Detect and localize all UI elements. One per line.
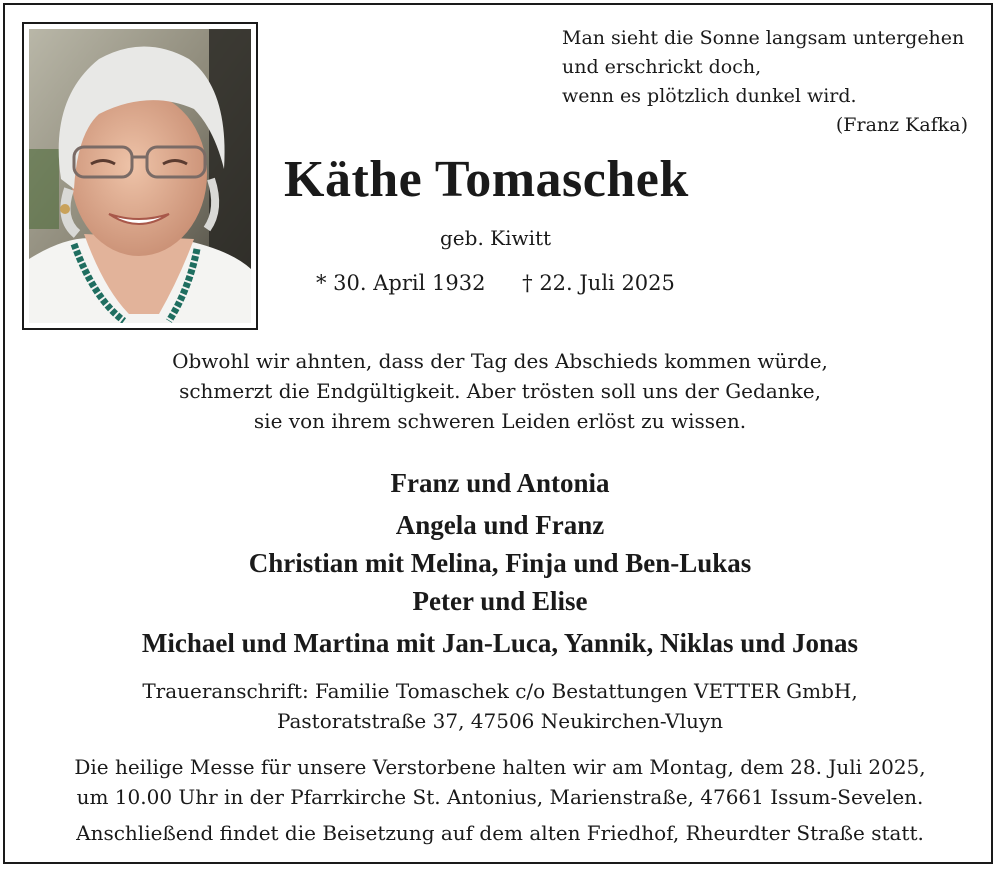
life-dates (316, 269, 675, 297)
family-line: Peter und Elise (412, 586, 588, 616)
address-line: Traueranschrift: Familie Tomaschek c/o Bestattungen VETTER GmbH, (142, 679, 858, 703)
mourning-address (0, 676, 1000, 736)
quote-line: wenn es plötzlich dunkel wird. (562, 85, 857, 107)
maiden-name: geb. Kiwitt (440, 226, 552, 250)
family-line: Franz und Antonia (390, 468, 610, 498)
mass-line: Die heilige Messe für unsere Verstorbene halten wir am Montag, dem 28. Juli 2025, (74, 755, 926, 779)
message-line: schmerzt die Endgültigkeit. Aber trösten soll uns der Gedanke, (179, 379, 821, 403)
mass-information (0, 752, 1000, 848)
mass-line: um 10.00 Uhr in der Pfarrkirche St. Antonius, Marienstraße, 47661 Issum-Sevelen. (76, 785, 924, 809)
burial-line: Anschließend findet die Beisetzung auf dem alten Friedhof, Rheurdter Straße statt. (76, 821, 924, 845)
mourning-family (0, 464, 1000, 662)
portrait-frame (22, 22, 258, 330)
deceased-name: Käthe Tomaschek (284, 151, 689, 208)
family-line: Michael und Martina mit Jan-Luca, Yannik, Niklas und Jonas (141, 628, 859, 658)
quote-line: und erschrickt doch, (562, 56, 762, 78)
message-line: sie von ihrem schweren Leiden erlöst zu wissen. (253, 409, 747, 433)
family-line: Christian mit Melina, Finja und Ben-Lukas (248, 548, 752, 578)
message-line: Obwohl wir ahnten, dass der Tag des Abschieds kommen würde, (172, 349, 828, 373)
kafka-quote (562, 24, 972, 140)
death-date: † 22. Juli 2025 (522, 271, 675, 295)
family-line: Angela und Franz (395, 510, 605, 540)
condolence-message (0, 346, 1000, 436)
portrait-photo-icon (29, 29, 251, 323)
quote-author: (Franz Kafka) (835, 114, 968, 136)
quote-line: Man sieht die Sonne langsam untergehen (562, 27, 965, 49)
address-line: Pastoratstraße 37, 47506 Neukirchen-Vluyn (276, 709, 724, 733)
birth-date: * 30. April 1932 (316, 271, 486, 295)
